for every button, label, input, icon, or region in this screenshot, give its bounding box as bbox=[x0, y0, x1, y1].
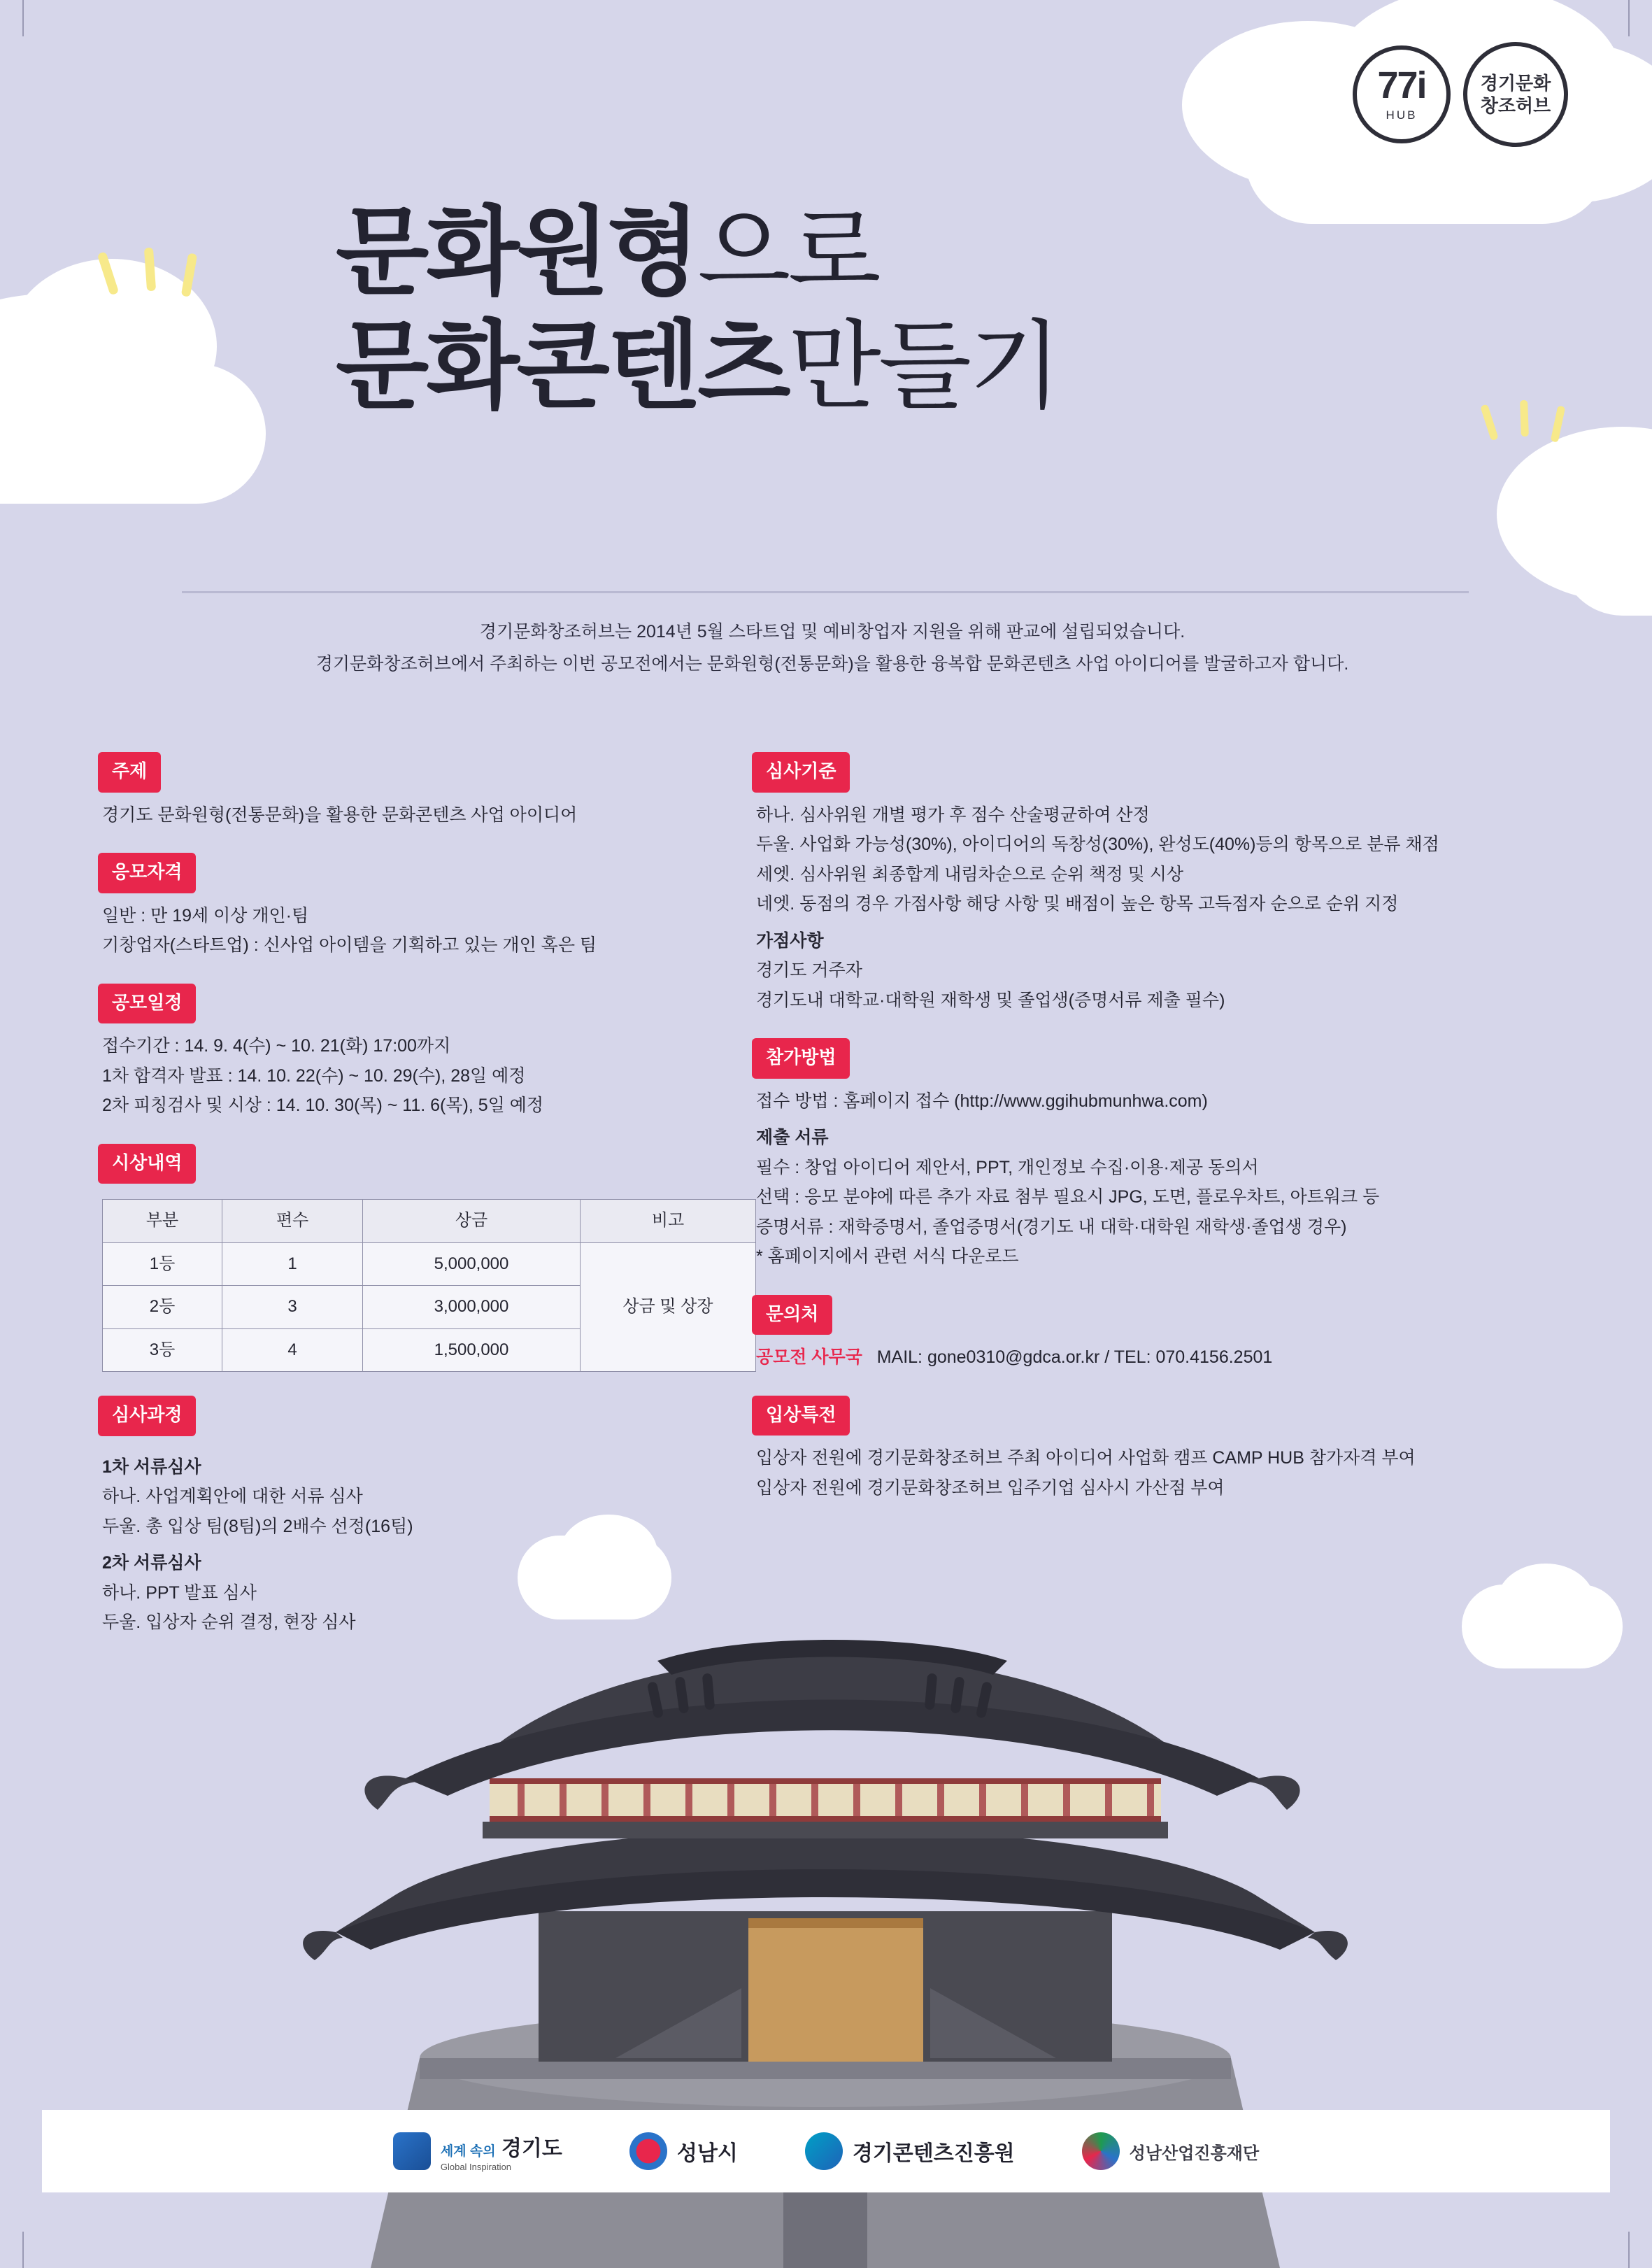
criteria-line-4: 네엣. 동점의 경우 가점사항 해당 사항 및 배점이 높은 항목 고득점자 순으로 순위 지정 bbox=[756, 894, 1399, 914]
qualification-line-1: 일반 : 만 19세 이상 개인·팀 bbox=[102, 905, 309, 926]
prize-table bbox=[102, 1199, 756, 1372]
headline-line-1-bold: 문화원형 bbox=[336, 199, 698, 306]
schedule-line-2: 1차 합격자 발표 : 14. 10. 22(수) ~ 10. 29(수), 28일 예정 bbox=[102, 1065, 526, 1086]
process-line-4: 두울. 입상자 순위 결정, 현장 심사 bbox=[102, 1613, 356, 1633]
prize-row-2-count: 3 bbox=[222, 1286, 363, 1328]
criteria-bonus-2: 경기도내 대학교·대학원 재학생 및 졸업생(증명서류 제출 필수) bbox=[756, 990, 1225, 1010]
howto-line-1: 접수 방법 : 홈페이지 접수 (http://www.ggihubmunhwa.com) bbox=[756, 1091, 1208, 1111]
headline-line-2-bold: 문화콘텐츠 bbox=[336, 312, 788, 420]
logo-ggi-line2: 창조허브 bbox=[1480, 95, 1551, 116]
howto-line-4: 증명서류 : 재학증명서, 졸업증명서(경기도 내 대학·대학원 재학생·졸업생 경우) bbox=[756, 1217, 1347, 1237]
prize-row-1-part: 1등 bbox=[103, 1242, 222, 1285]
prize-row-1-amount: 5,000,000 bbox=[363, 1242, 581, 1285]
criteria-line-2: 두울. 사업화 가능성(30%), 아이디어의 독창성(30%), 완성도(40%)등의 항목으로 분류 채점 bbox=[756, 835, 1439, 855]
prize-header-note: 비고 bbox=[581, 1200, 756, 1242]
section-topic-tag: 주제 bbox=[98, 752, 161, 793]
sparkle-left-icon bbox=[91, 245, 217, 329]
intro-paragraph bbox=[182, 616, 1483, 681]
process-line-3: 하나. PPT 발표 심사 bbox=[102, 1582, 257, 1603]
section-topic bbox=[98, 752, 769, 829]
sponsor-snip-name: 성남산업진흥재단 bbox=[1129, 2143, 1260, 2163]
prize-row-1-count: 1 bbox=[222, 1242, 363, 1285]
criteria-line-1: 하나. 심사위원 개별 평가 후 점수 산술평균하여 산정 bbox=[756, 805, 1150, 825]
section-howto-tag: 참가방법 bbox=[752, 1038, 850, 1079]
process-sub-1: 1차 서류심사 bbox=[102, 1457, 201, 1477]
prize-row-2-part: 2등 bbox=[103, 1286, 222, 1328]
section-criteria-tag: 심사기준 bbox=[752, 752, 850, 793]
contact-office: 공모전 사무국 bbox=[756, 1347, 862, 1368]
section-criteria bbox=[752, 752, 1563, 1014]
prize-note-cell: 상금 및 상장 bbox=[581, 1242, 756, 1371]
process-line-1: 하나. 사업계획안에 대한 서류 심사 bbox=[102, 1487, 363, 1507]
sponsor-footer bbox=[42, 2110, 1610, 2192]
logo-ggi-line1: 경기문화 bbox=[1480, 72, 1551, 94]
header-divider bbox=[182, 591, 1469, 593]
table-row bbox=[103, 1242, 756, 1285]
process-sub-2: 2차 서류심사 bbox=[102, 1553, 201, 1573]
prize-header-count: 편수 bbox=[222, 1200, 363, 1242]
sponsor-seongnam bbox=[629, 2132, 738, 2170]
sponsor-gyeonggi-label bbox=[441, 2131, 562, 2172]
benefits-line-1: 입상자 전원에 경기문화창조허브 주최 아이디어 사업화 캠프 CAMP HUB 참가자격 부여 bbox=[756, 1448, 1416, 1468]
logo-mark-text: 77i bbox=[1377, 64, 1426, 106]
headline-line-2-light: 만들기 bbox=[788, 312, 1060, 420]
crop-mark-top-left-v bbox=[22, 0, 24, 36]
sponsor-gyeonggi-sub: Global Inspiration bbox=[440, 2161, 512, 2172]
sparkle-right-icon bbox=[1476, 399, 1581, 476]
brand-logo bbox=[1353, 42, 1568, 147]
schedule-line-3: 2차 피칭검사 및 시상 : 14. 10. 30(목) ~ 11. 6(목), 5일 예정 bbox=[102, 1096, 544, 1116]
section-benefits-tag: 입상특전 bbox=[752, 1396, 850, 1436]
section-qualification-tag: 응모자격 bbox=[98, 853, 196, 893]
section-process-tag: 심사과정 bbox=[98, 1396, 196, 1436]
section-howto bbox=[752, 1038, 1563, 1271]
logo-ggi-hub-icon bbox=[1463, 42, 1568, 147]
gyeonggi-logo-icon bbox=[393, 2132, 431, 2170]
logo-hub-text: HUB bbox=[1386, 108, 1418, 122]
sponsor-gyeonggi bbox=[393, 2131, 562, 2172]
contact-detail: MAIL: gone0310@gdca.or.kr / TEL: 070.4156.2501 bbox=[876, 1347, 1273, 1368]
prize-row-3-amount: 1,500,000 bbox=[363, 1328, 581, 1371]
prize-row-2-amount: 3,000,000 bbox=[363, 1286, 581, 1328]
sponsor-gyeonggi-pre: 세계 속의 bbox=[440, 2143, 496, 2159]
criteria-bonus-sub: 가점사항 bbox=[756, 930, 824, 951]
process-line-2: 두울. 총 입상 팀(8팀)의 2배수 선정(16팀) bbox=[102, 1516, 413, 1536]
sponsor-gyeonggi-name: 경기도 bbox=[501, 2136, 562, 2160]
prize-header-part: 부분 bbox=[103, 1200, 222, 1242]
logo-hub-icon bbox=[1353, 45, 1451, 143]
headline-line-1 bbox=[336, 196, 1059, 310]
section-qualification bbox=[98, 853, 769, 960]
gcon-logo-icon bbox=[805, 2132, 843, 2170]
sponsor-snip-label bbox=[1130, 2139, 1259, 2164]
prize-header-amount: 상금 bbox=[363, 1200, 581, 1242]
crop-mark-top-right-v bbox=[1628, 0, 1630, 36]
sponsor-seongnam-name: 성남시 bbox=[676, 2142, 738, 2165]
sponsor-gcon-name: 경기콘텐츠진흥원 bbox=[852, 2142, 1015, 2165]
headline-line-1-light: 으로 bbox=[697, 199, 878, 306]
section-prizes-tag: 시상내역 bbox=[98, 1144, 196, 1184]
schedule-line-1: 접수기간 : 14. 9. 4(수) ~ 10. 21(화) 17:00까지 bbox=[102, 1036, 451, 1056]
section-contact-tag: 문의처 bbox=[752, 1295, 832, 1335]
section-topic-body: 경기도 문화원형(전통문화)을 활용한 문화콘텐츠 사업 아이디어 bbox=[102, 805, 578, 825]
intro-line-2: 경기문화창조허브에서 주최하는 이번 공모전에서는 문화원형(전통문화)을 활용한 융복합 문화콘텐츠 사업 아이디어를 발굴하고자 합니다. bbox=[315, 654, 1349, 674]
howto-line-3: 선택 : 응모 분야에 따른 추가 자료 첨부 필요시 JPG, 도면, 플로우차트, 아트워크 등 bbox=[756, 1187, 1380, 1207]
sponsor-snip bbox=[1082, 2132, 1259, 2170]
criteria-bonus-1: 경기도 거주자 bbox=[756, 961, 862, 981]
snip-logo-icon bbox=[1082, 2132, 1120, 2170]
benefits-line-2: 입상자 전원에 경기문화창조허브 입주기업 심사시 가산점 부여 bbox=[756, 1477, 1225, 1498]
howto-line-2: 필수 : 창업 아이디어 제안서, PPT, 개인정보 수집·이용·제공 동의서 bbox=[756, 1157, 1259, 1177]
page-title bbox=[336, 196, 1059, 424]
seongnam-logo-icon bbox=[629, 2132, 667, 2170]
criteria-line-3: 세엣. 심사위원 최종합계 내림차순으로 순위 책정 및 시상 bbox=[756, 864, 1184, 884]
prize-table-header-row bbox=[103, 1200, 756, 1242]
qualification-line-2: 기창업자(스타트업) : 신사업 아이템을 기획하고 있는 개인 혹은 팀 bbox=[102, 935, 597, 956]
howto-line-5: * 홈페이지에서 관련 서식 다운로드 bbox=[756, 1247, 1019, 1267]
section-prizes bbox=[98, 1144, 769, 1372]
headline-line-2 bbox=[336, 310, 1059, 424]
section-schedule bbox=[98, 984, 769, 1120]
prize-row-3-part: 3등 bbox=[103, 1328, 222, 1371]
prize-row-3-count: 4 bbox=[222, 1328, 363, 1371]
section-schedule-tag: 공모일정 bbox=[98, 984, 196, 1024]
intro-line-1: 경기문화창조허브는 2014년 5월 스타트업 및 예비창업자 지원을 위해 판교에 설립되었습니다. bbox=[479, 622, 1185, 642]
sponsor-gcon bbox=[805, 2132, 1015, 2170]
howto-docs-sub: 제출 서류 bbox=[756, 1128, 829, 1148]
